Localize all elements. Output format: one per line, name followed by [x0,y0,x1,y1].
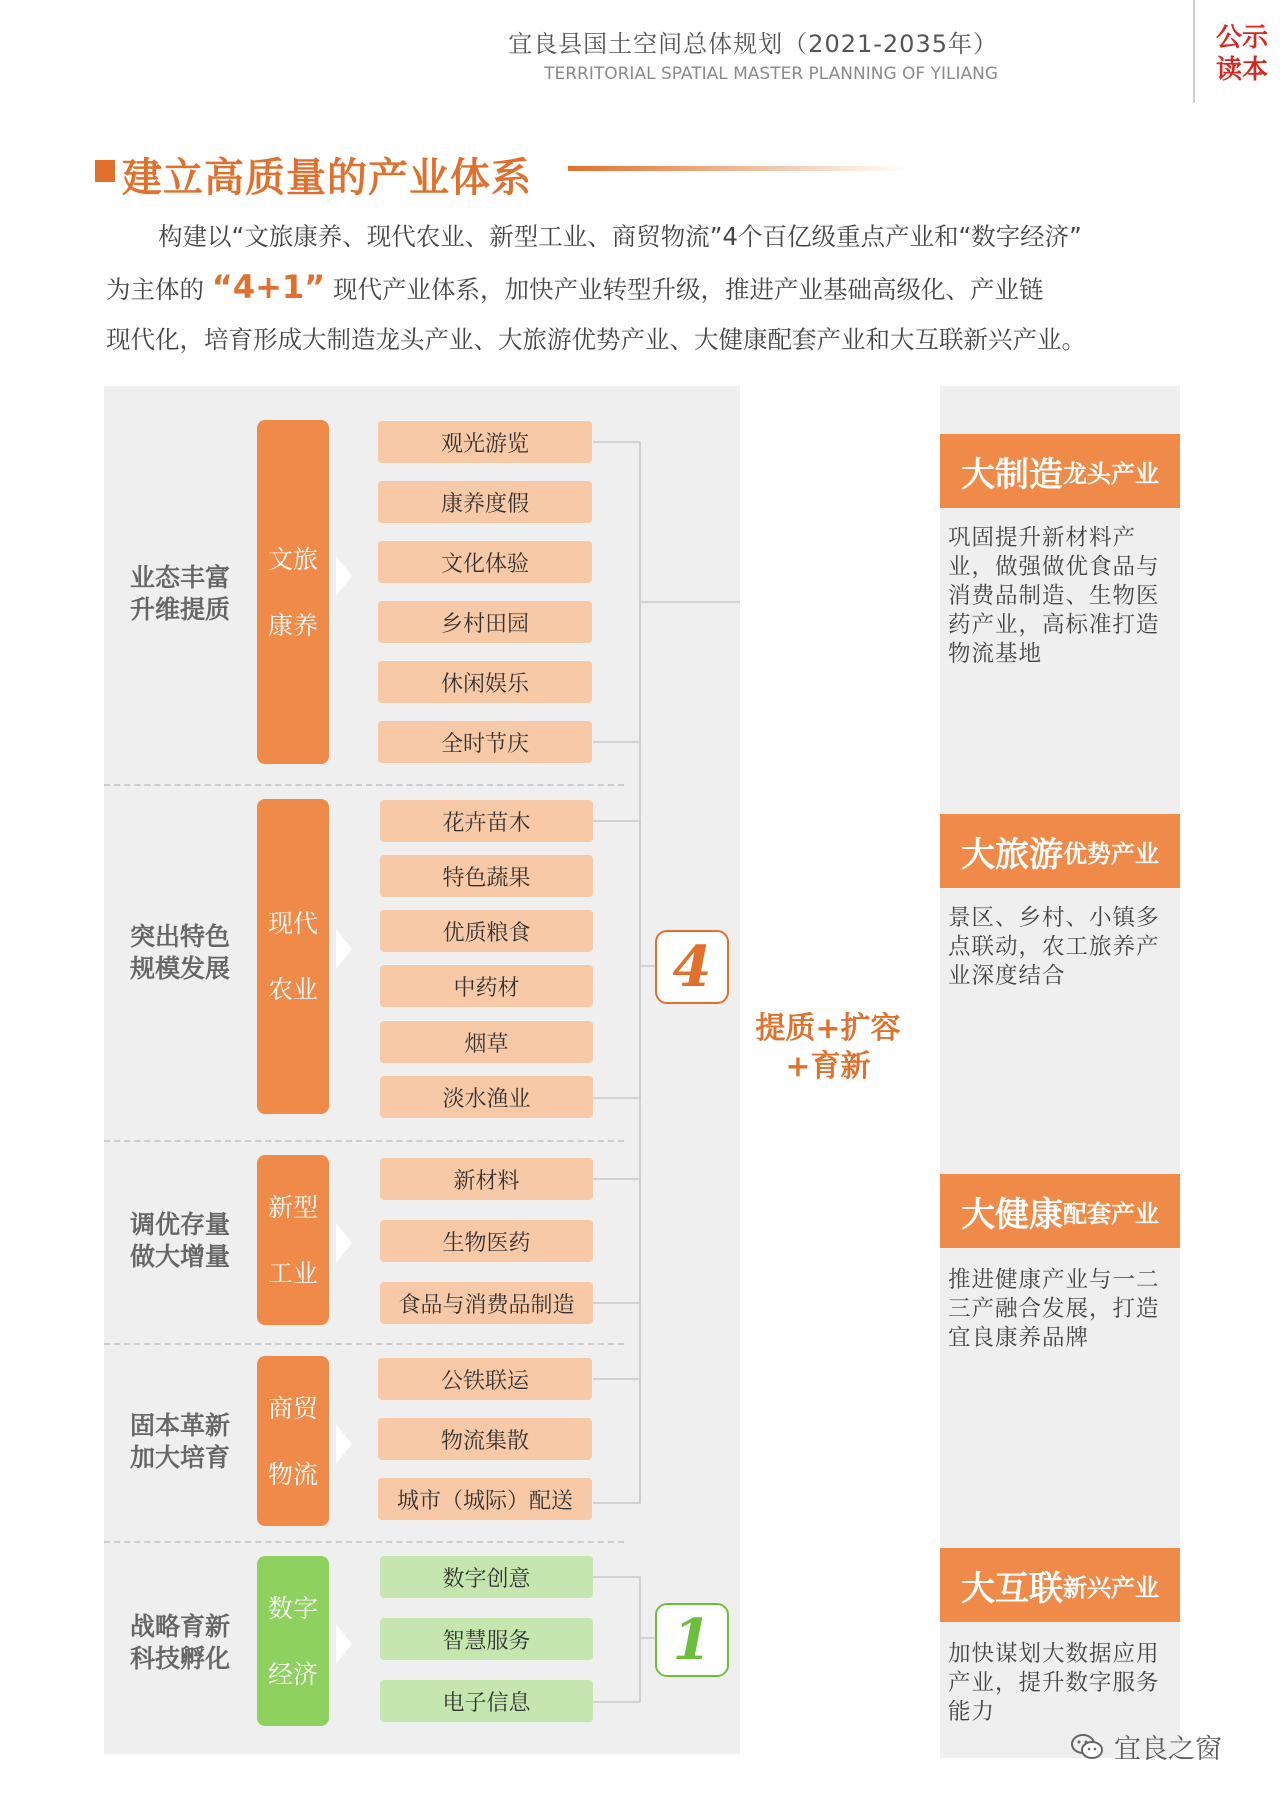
category-text: 物流 [267,1459,318,1489]
industry-item: 食品与消费品制造 [380,1282,593,1324]
outcome-head-small: 配套产业 [1063,1198,1159,1228]
group-label-line: 加大培育 [129,1443,230,1472]
watermark [1070,1727,1222,1766]
industry-item: 城市（城际）配送 [378,1478,592,1520]
outcome-desc: 加快谋划大数据应用产业，提升数字服务能力 [948,1641,1160,1725]
small-right-arrows [336,556,352,1664]
category-xiandai-nongye [257,799,329,1114]
bracket-gongye [593,1179,640,1303]
wechat-icon [1070,1733,1104,1761]
group-label-line: 业态丰富 [129,563,230,592]
intro-line-3: 现代化，培育形成大制造龙头产业、大旅游优势产业、大健康配套产业和大互联新兴产业。 [106,325,1086,354]
intro-line-2-pre: 为主体的 [106,275,204,304]
bracket-wenlv [593,442,640,742]
bracket-shangmao [593,1379,640,1503]
outcome-head-tourism [940,814,1180,888]
industry-item: 乡村田园 [378,601,592,643]
group-label-gongye [110,1209,250,1273]
industry-item: 优质粮食 [380,910,593,952]
group-label-line: 固本革新 [129,1411,230,1440]
industry-item: 全时节庆 [378,721,592,763]
industry-item: 公铁联运 [378,1358,592,1400]
four-badge: 4 [655,930,729,1004]
outcome-head-big: 大互联 [961,1568,1063,1609]
group-label-shuzi [110,1611,250,1675]
bracket-nongye [593,821,640,1098]
group-label-line: 升维提质 [129,595,230,624]
one-badge: 1 [655,1603,729,1677]
industry-item: 观光游览 [378,421,592,463]
group-label-wenlv [110,562,250,626]
industry-item: 数字创意 [380,1556,593,1598]
industry-item: 中药材 [380,965,593,1007]
group-label-line: 调优存量 [129,1210,230,1239]
section-title: 建立高质量的产业体系 [122,154,532,201]
outcome-head-big: 大健康 [961,1194,1063,1235]
industry-item: 生物医药 [380,1220,593,1262]
category-shuzi-jingji [257,1556,329,1726]
outcome-head-small: 新兴产业 [1063,1572,1159,1602]
outcome-head-big: 大制造 [961,454,1063,495]
industry-item: 休闲娱乐 [378,661,592,703]
industry-item: 烟草 [380,1021,593,1063]
outcome-head-big: 大旅游 [961,834,1063,875]
group-label-line: 战略育新 [129,1612,230,1641]
industry-item: 新材料 [380,1158,593,1200]
industry-item: 物流集散 [378,1418,592,1460]
industry-item: 淡水渔业 [380,1076,593,1118]
industry-item: 花卉苗木 [380,800,593,842]
watermark-text: 宜良之窗 [1114,1734,1222,1765]
group-label-line: 科技孵化 [129,1644,230,1673]
outcome-head-small: 优势产业 [1063,838,1159,868]
arrow-caption-line: +育新 [785,1049,871,1084]
category-text: 现代 [267,909,318,938]
group-separator [104,784,624,786]
bracket-lines [593,442,740,1702]
industry-item: 智慧服务 [380,1618,593,1660]
group-label-line: 做大增量 [129,1242,230,1271]
arrow-caption [748,1010,908,1086]
outcome-head-health [940,1174,1180,1248]
outcome-head-manufacturing [940,434,1180,508]
category-shangmao-wuliu [257,1356,329,1526]
outcome-desc: 推进健康产业与一二三产融合发展，打造宜良康养品牌 [948,1267,1160,1351]
public-reader-badge: 公示读本 [1215,23,1268,85]
category-text: 工业 [267,1258,318,1288]
outcome-head-internet [940,1548,1180,1622]
category-text: 文旅 [267,544,318,574]
intro-line-2-post: 现代产业体系，加快产业转型升级，推进产业基础高级化、产业链 [333,275,1044,304]
intro-4plus1-emphasis: “4+1” [211,268,326,306]
outcome-head-small: 龙头产业 [1063,458,1159,488]
category-text: 新型 [267,1192,318,1222]
group-separator [104,1541,624,1543]
category-text: 康养 [267,610,318,640]
category-text: 商贸 [267,1393,318,1423]
industry-item: 电子信息 [380,1680,593,1722]
category-text: 经济 [267,1659,318,1689]
bracket-shuzi [593,1577,640,1702]
category-xinxing-gongye [257,1155,329,1325]
group-label-line: 突出特色 [129,922,230,951]
group-label-line: 规模发展 [129,954,230,983]
category-text: 农业 [267,975,318,1004]
group-label-shangmao [110,1410,250,1474]
group-label-nongye [110,921,250,985]
arrow-caption-line: 提质+扩容 [755,1011,901,1046]
intro-line-1: 构建以“文旅康养、现代农业、新型工业、商贸物流”4个百亿级重点产业和“数字经济” [158,222,1082,251]
outcome-desc: 景区、乡村、小镇多点联动，农工旅养产业深度结合 [948,905,1160,989]
document-title-en: TERRITORIAL SPATIAL MASTER PLANNING OF YILIANG [544,64,998,84]
outcome-desc: 巩固提升新材料产业，做强做优食品与消费品制造、生物医药产业，高标准打造物流基地 [948,525,1160,667]
category-wenlv-kangyang [257,420,329,764]
industry-item: 康养度假 [378,481,592,523]
industry-item: 文化体验 [378,541,592,583]
group-separator [104,1343,624,1345]
group-separator [104,1140,624,1142]
document-title-cn: 宜良县国土空间总体规划（2021-2035年） [508,30,998,58]
category-text: 数字 [267,1593,318,1623]
industry-item: 特色蔬果 [380,855,593,897]
